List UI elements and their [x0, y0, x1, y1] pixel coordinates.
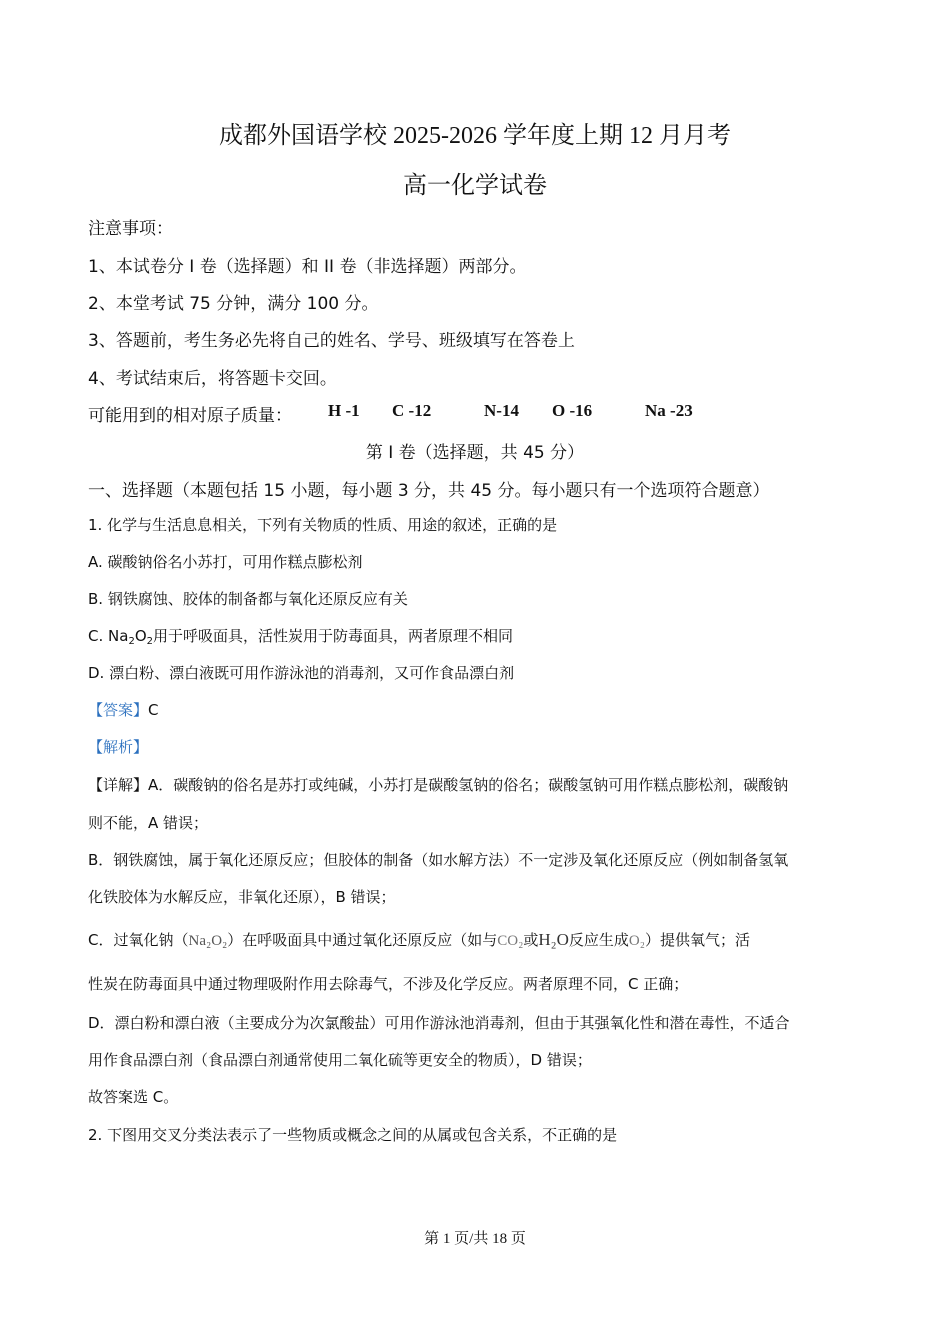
- atomic-mass-n: N-14: [484, 401, 519, 420]
- detail-b-line1: B．钢铁腐蚀，属于氧化还原反应；但胶体的制备（如水解方法）不一定涉及氧化还原反应（例如制备氢氧: [88, 851, 789, 869]
- answer-value: C: [148, 701, 159, 719]
- atomic-mass-c: C -12: [392, 401, 432, 420]
- q2-stem: 2. 下图用交叉分类法表示了一些物质或概念之间的从属或包含关系，不正确的是: [88, 1126, 618, 1144]
- detail-d-line1: D．漂白粉和漂白液（主要成分为次氯酸盐）可用作游泳池消毒剂，但由于其强氧化性和潜在毒性，不适合: [88, 1014, 790, 1032]
- atomic-mass-na: Na -23: [645, 401, 693, 420]
- q1-answer: [88, 699, 159, 720]
- detail-c-line2: 性炭在防毒面具中通过物理吸附作用去除毒气，不涉及化学反应。两者原理不同，C 正确；: [88, 975, 689, 993]
- q1-option-a: A. 碳酸钠俗名小苏打，可用作糕点膨松剂: [88, 553, 363, 571]
- atomic-mass-o: O -16: [552, 401, 593, 420]
- q1-option-b: B. 钢铁腐蚀、胶体的制备都与氧化还原反应有关: [88, 590, 408, 608]
- atomic-mass-h: H -1: [328, 401, 360, 420]
- q1-option-c: C. $Na_2O_2$用于呼吸面具，活性炭用于防毒面具，两者原理不相同: [88, 627, 514, 647]
- detail-a-line2: 则不能，A 错误；: [88, 814, 209, 832]
- section-heading: 第 I 卷（选择题，共 45 分）: [365, 443, 585, 463]
- q1-option-d: D. 漂白粉、漂白液既可用作游泳池的消毒剂，又可作食品漂白剂: [88, 664, 515, 682]
- detail-label: 【详解】: [88, 776, 149, 794]
- exam-title: 成都外国语学校 2025-2026 学年度上期 12 月月考: [219, 123, 731, 149]
- part-title: 一、选择题（本题包括 15 小题，每小题 3 分，共 45 分。每小题只有一个选项符合题意）: [88, 481, 770, 501]
- q1-stem: 1. 化学与生活息息相关，下列有关物质的性质、用途的叙述，正确的是: [88, 516, 558, 534]
- note-item-4: 4、考试结束后，将答题卡交回。: [88, 369, 337, 389]
- notes-heading: 注意事项：: [88, 219, 173, 239]
- formula-co2: CO₂: [497, 933, 524, 949]
- detail-a-line1: 【详解】A．碳酸钠的俗名是苏打或纯碱，小苏打是碳酸氢钠的俗名；碳酸氢钠可用作糕点膨松剂，碳酸钠: [88, 776, 789, 794]
- atomic-mass-row: [88, 401, 292, 426]
- note-item-3: 3、答题前，考生务必先将自己的姓名、学号、班级填写在答卷上: [88, 331, 575, 351]
- detail-c-line1: C．过氧化钠（Na₂O₂）在呼吸面具中通过氧化还原反应（如与CO₂或H₂O反应生成O₂）提供氧气；活: [88, 930, 750, 949]
- formula-h2o: H₂O: [538, 930, 569, 949]
- detail-d-line2: 用作食品漂白剂（食品漂白剂通常使用二氧化硫等更安全的物质），D 错误；: [88, 1051, 592, 1069]
- note-item-2: 2、本堂考试 75 分钟，满分 100 分。: [88, 294, 379, 314]
- answer-label: 【答案】: [88, 701, 149, 719]
- formula-na2o2: Na₂O₂: [188, 933, 228, 949]
- q1-conclusion: 故答案选 C。: [88, 1088, 179, 1106]
- formula-o2: O₂: [628, 933, 645, 949]
- page-footer: 第 1 页/共 18 页: [424, 1231, 526, 1247]
- note-item-1: 1、本试卷分 I 卷（选择题）和 II 卷（非选择题）两部分。: [88, 257, 527, 277]
- exam-subtitle: 高一化学试卷: [403, 171, 547, 199]
- detail-b-line2: 化铁胶体为水解反应，非氧化还原），B 错误；: [88, 888, 396, 906]
- atomic-mass-label: 可能用到的相对原子质量：: [88, 406, 292, 426]
- analysis-label: 【解析】: [88, 738, 149, 756]
